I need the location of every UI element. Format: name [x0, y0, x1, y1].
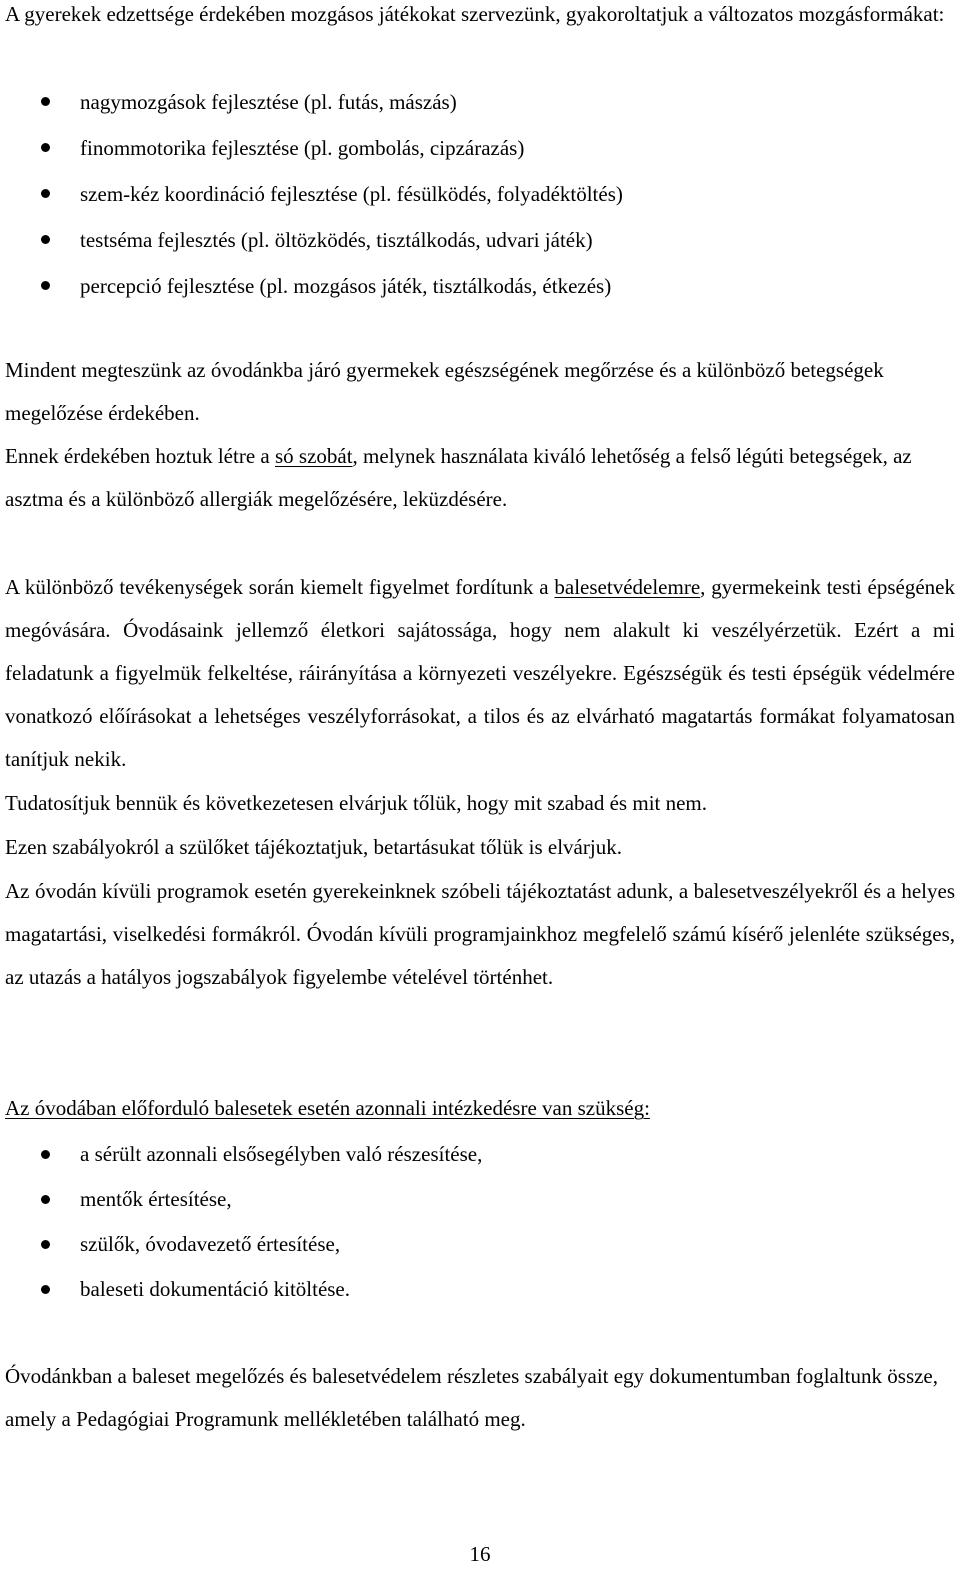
salt-room-link[interactable]: só szobát — [274, 444, 353, 468]
bullet-icon — [41, 1240, 50, 1249]
list-item: finommotorika fejlesztése (pl. gombolás, cipzárazás) — [0, 125, 940, 171]
bullet-icon — [41, 281, 50, 290]
awareness-paragraph: Tudatosítjuk bennük és következetesen elvárjuk tőlük, hogy mit szabad és mit nem. — [5, 791, 708, 815]
motor-skills-list — [0, 79, 940, 309]
bullet-icon — [41, 1285, 50, 1294]
list-item: testséma fejlesztés (pl. öltözködés, tisztálkodás, udvari játék) — [0, 217, 940, 263]
closing-paragraph: Óvodánkban a baleset megelőzés és balesetvédelem részletes szabályait egy dokumentumban foglaltunk össze, amely a Pedagógiai Programunk mellékletében található meg. — [5, 1364, 939, 1431]
outings-paragraph: Az óvodán kívüli programok esetén gyerekeinknek szóbeli tájékoztatást adunk, a balesetveszélyekről és a helyes magatartási, viselkedési formákról. Óvodán kívüli programjainkhoz megfelelő számú kísérő jelenléte szükséges, az utazás a hatályos jogszabályok figyelembe vételével történhet. — [5, 879, 955, 989]
safety-link[interactable]: balesetvédelemre — [554, 575, 701, 599]
salt-room-paragraph: Ennek érdekében hoztuk létre a só szobát, melynek használata kiváló lehetőség a felső légúti betegségek, az asztma és a különböző allergiák megelőzésére, leküzdésére. — [5, 444, 912, 511]
page-number: 16 — [469, 1542, 491, 1566]
bullet-icon — [41, 189, 50, 198]
list-item: szem-kéz koordináció fejlesztése (pl. fésülködés, folyadéktöltés) — [0, 171, 940, 217]
parents-paragraph: Ezen szabályokról a szülőket tájékoztatjuk, betartásukat tőlük is elvárjuk. — [5, 835, 622, 859]
bullet-icon — [41, 1195, 50, 1204]
health-paragraph: Mindent megteszünk az óvodánkba járó gyermekek egészségének megőrzése és a különböző betegségek megelőzése érdekében. — [5, 358, 884, 425]
list-item: a sérült azonnali elsősegélyben való részesítése, — [0, 1132, 940, 1177]
list-item: percepció fejlesztése (pl. mozgásos játék, tisztálkodás, étkezés) — [0, 263, 940, 309]
accidents-heading: Az óvodában előforduló balesetek esetén azonnali intézkedésre van szükség: — [5, 1096, 650, 1120]
list-item: mentők értesítése, — [0, 1177, 940, 1222]
accident-steps-list — [0, 1132, 940, 1312]
bullet-icon — [41, 97, 50, 106]
safety-paragraph: A különböző tevékenységek során kiemelt figyelmet fordítunk a balesetvédelemre, gyermekeink testi épségének megóvására. Óvodásaink jellemző életkori sajátossága, hogy nem alakult ki veszélyérzetük. Ezért a mi feladatunk a figyelmük felkeltése, ráirányítása a környezeti veszélyekre. Egészségük és testi épségük védelmére vonatkozó előírásokat a lehetséges veszélyforrásokat, a tilos és az elvárható magatartás formákat folyamatosan tanítjuk nekik. — [5, 575, 956, 771]
list-item: szülők, óvodavezető értesítése, — [0, 1222, 940, 1267]
bullet-icon — [41, 1150, 50, 1159]
intro-paragraph: A gyerekek edzettsége érdekében mozgásos játékokat szervezünk, gyakoroltatjuk a változatos mozgásformákat: — [5, 2, 945, 26]
bullet-icon — [41, 235, 50, 244]
bullet-icon — [41, 143, 50, 152]
list-item: nagymozgások fejlesztése (pl. futás, mászás) — [0, 79, 940, 125]
list-item: baleseti dokumentáció kitöltése. — [0, 1267, 940, 1312]
